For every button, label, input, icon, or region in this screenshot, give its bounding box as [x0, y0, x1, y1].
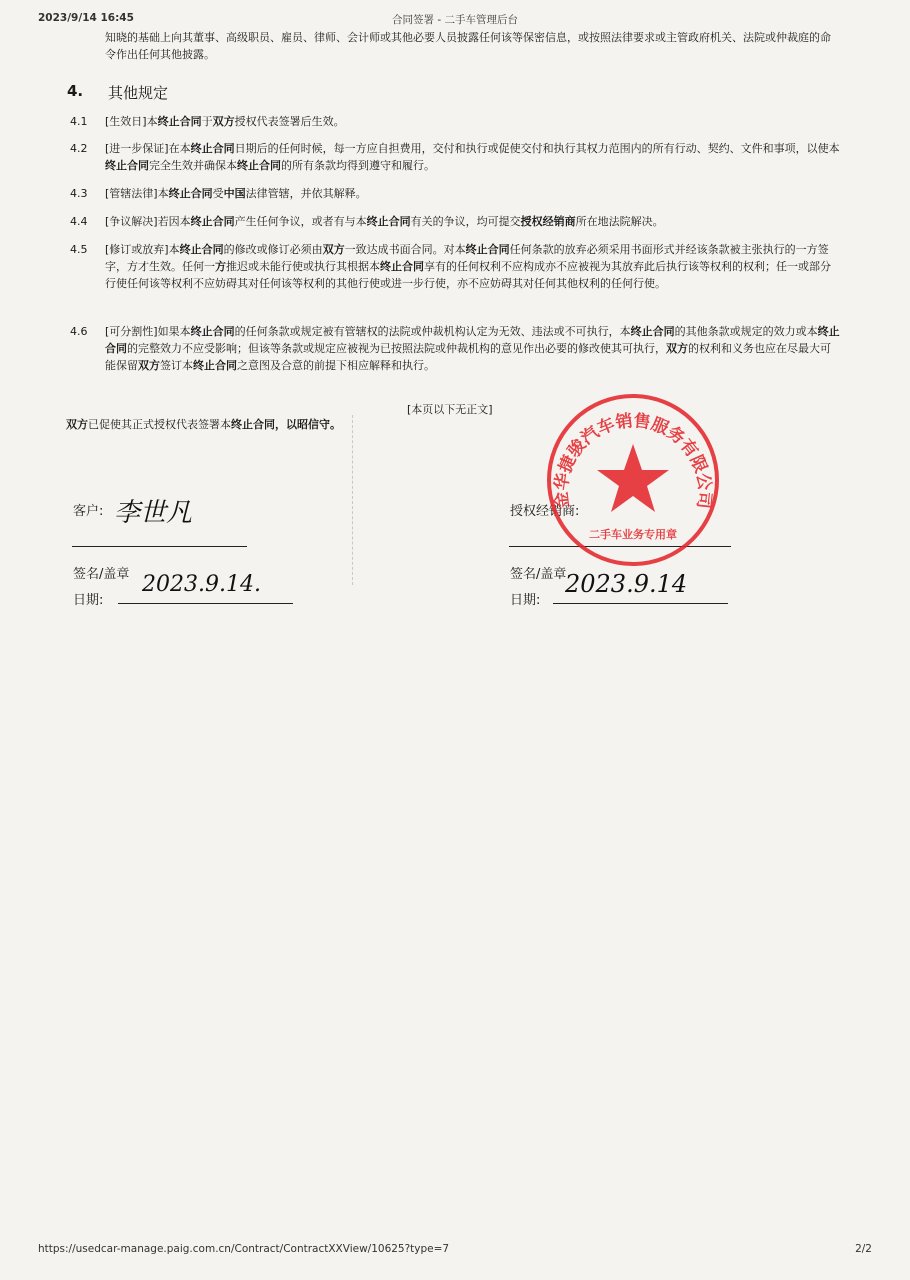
dealer-date-handwritten: 2023.9.14	[565, 570, 688, 598]
customer-sign-label: 签名/盖章	[73, 567, 130, 582]
clause-text: [管辖法律]本终止合同受中国法律管辖，并依其解释。	[105, 187, 367, 200]
closing-middle: 已促使其正式授权代表签署本	[88, 418, 231, 431]
dealer-label: 授权经销商:	[510, 504, 580, 519]
clause-text: [争议解决]若因本终止合同产生任何争议，或者有与本终止合同有关的争议，均可提交授权经销商所在地法院解决。	[105, 215, 664, 228]
customer-label: 客户:	[73, 504, 104, 519]
section-title: 其他规定	[108, 84, 169, 102]
dealer-date-label: 日期:	[510, 593, 541, 608]
closing-statement	[66, 416, 341, 432]
customer-date-line	[118, 603, 293, 604]
clause-number: 4.4	[70, 215, 88, 228]
clause-text: [修订或放弃]本终止合同的修改或修订必须由双方一致达成书面合同。对本终止合同任何条款的放弃必须采用书面形式并经该条款被主张执行的一方签字，方才生效。任何一方推迟或未能行使或执行其根据本终止合同享有的任何权利不应构成亦不应被视为其放弃此后执行该等权利的权利；任一或部分行使任何该等权利不应妨碍其对任何该等权利的其他行使或进一步行使，亦不应妨碍其对任何其他权利的任何行使。	[105, 243, 831, 290]
customer-date-handwritten: 2023.9.14.	[142, 572, 261, 597]
clause-text: [生效日]本终止合同于双方授权代表签署后生效。	[105, 115, 345, 128]
clause-number: 4.5	[70, 243, 88, 256]
seal-department-text: 二手车业务专用章	[589, 528, 677, 541]
clause-number: 4.2	[70, 142, 88, 155]
customer-name-line	[72, 546, 247, 547]
clause-number: 4.3	[70, 187, 88, 200]
closing-contract: 终止合同，以昭信守。	[231, 418, 341, 431]
footer-url: https://usedcar-manage.paig.com.cn/Contract/ContractXXView/10625?type=7	[38, 1243, 450, 1255]
dealer-date-line	[553, 603, 728, 604]
customer-signature: 李世凡	[114, 498, 193, 528]
dealer-sign-label: 签名/盖章	[510, 567, 567, 582]
intro-paragraph: 知晓的基础上向其董事、高级职员、雇员、律师、会计师或其他必要人员披露任何该等保密信息，或按照法律要求或主管政府机关、法院或仲裁庭的命令作出任何其他披露。	[105, 31, 831, 61]
closing-parties: 双方	[66, 418, 88, 431]
print-timestamp: 2023/9/14 16:45	[38, 12, 134, 24]
clause-number: 4.1	[70, 115, 88, 128]
seal-star	[597, 444, 669, 512]
customer-date-label: 日期:	[73, 593, 104, 608]
section-number: 4.	[67, 82, 84, 100]
clause-number: 4.6	[70, 325, 88, 338]
no-more-text: [本页以下无正文]	[407, 403, 493, 416]
clause-text: [可分割性]如果本终止合同的任何条款或规定被有管辖权的法院或仲裁机构认定为无效、违法或不可执行，本终止合同的其他条款或规定的效力或本终止合同的完整效力不应受影响；但该等条款或规定应被视为已按照法院或仲裁机构的意见作出必要的修改使其可执行，双方的权利和义务也应在尽最大可能保留双方签订本终止合同之意图及合意的前提下相应解释和执行。	[105, 325, 840, 372]
fold-line	[352, 415, 353, 585]
page-number: 2/2	[855, 1243, 872, 1255]
clause-text: [进一步保证]在本终止合同日期后的任何时候，每一方应自担费用，交付和执行或促使交付和执行其权力范围内的所有行动、契约、文件和事项，以使本终止合同完全生效并确保本终止合同的所有条款均得到遵守和履行。	[105, 142, 840, 172]
company-seal-icon	[545, 392, 721, 568]
seal-company-text: 金华捷骏汽车销售服务有限公司	[551, 411, 715, 510]
page-title: 合同签署 - 二手车管理后台	[392, 14, 518, 26]
